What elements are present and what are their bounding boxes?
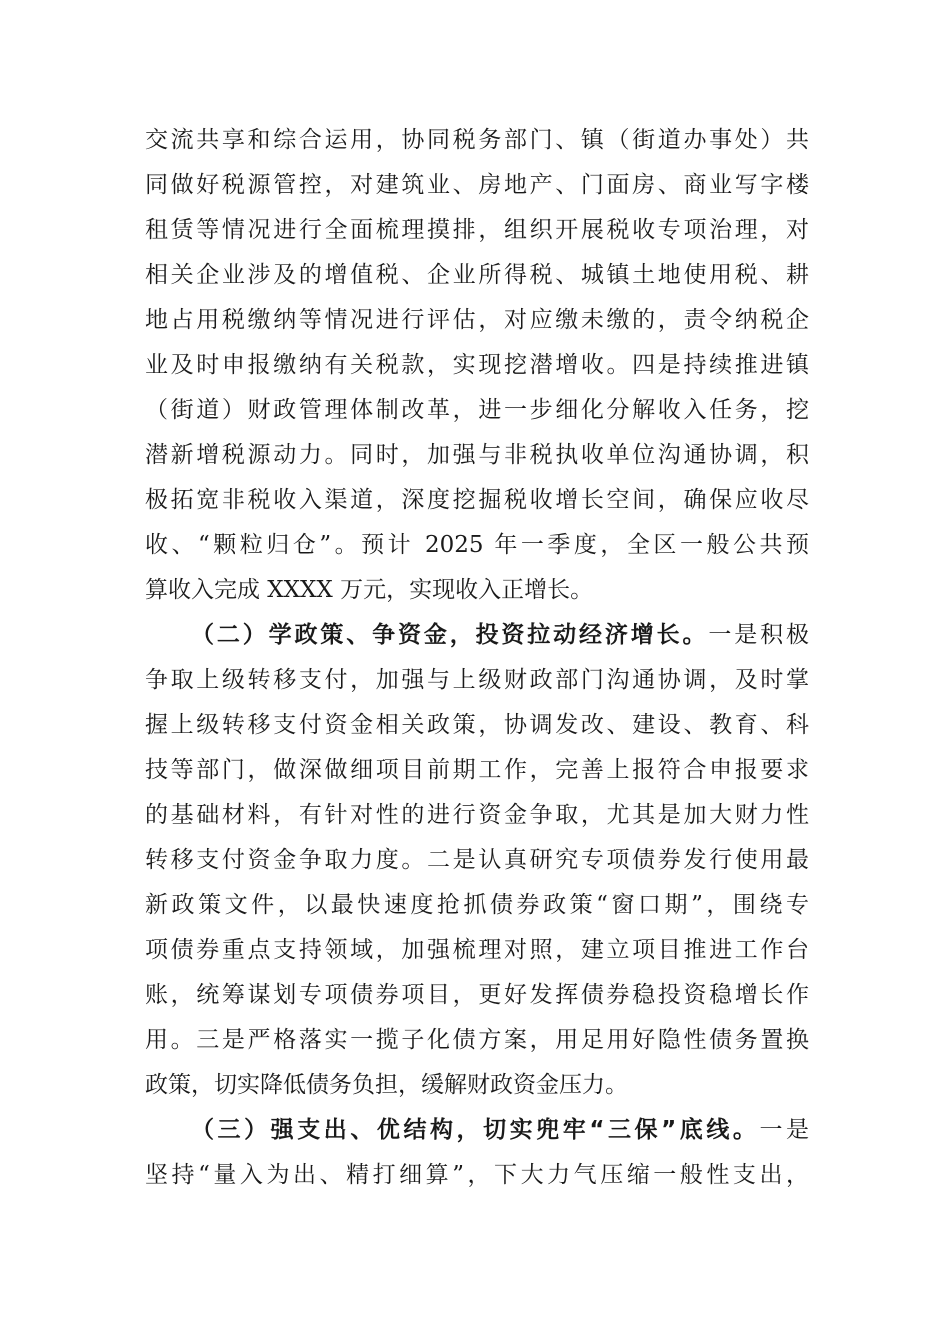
text-line: 地占用税缴纳等情况进行评估，对应缴未缴的，责令纳税企 bbox=[145, 307, 809, 333]
section-heading-line bbox=[145, 613, 809, 658]
paragraph-expenditure bbox=[145, 1108, 809, 1198]
text-line: 同做好税源管控，对建筑业、房地产、门面房、商业写字楼 bbox=[145, 172, 809, 198]
text-line: 转移支付资金争取力度。二是认真研究专项债券发行使用最 bbox=[145, 847, 809, 873]
text-line: 政策，切实降低债务负担，缓解财政资金压力。 bbox=[145, 1072, 628, 1098]
text-line: 租赁等情况进行全面梳理摸排，组织开展税收专项治理，对 bbox=[145, 217, 809, 243]
section-heading-line bbox=[145, 1108, 809, 1153]
text-line: 交流共享和综合运用，协同税务部门、镇（街道办事处）共 bbox=[145, 127, 809, 153]
text-line: 项债券重点支持领域，加强梳理对照，建立项目推进工作台 bbox=[145, 937, 809, 963]
document-body bbox=[145, 118, 809, 1198]
text-line: 极拓宽非税收入渠道，深度挖掘税收增长空间，确保应收尽 bbox=[145, 487, 809, 513]
paragraph-policy-funds bbox=[145, 613, 809, 1108]
text-line: 握上级转移支付资金相关政策，协调发改、建设、教育、科 bbox=[145, 712, 809, 738]
text-line: 相关企业涉及的增值税、企业所得税、城镇土地使用税、耕 bbox=[145, 262, 809, 288]
text-line: 算收入完成 XXXX 万元，实现收入正增长。 bbox=[145, 577, 594, 603]
text-line: 潜新增税源动力。同时，加强与非税执收单位沟通协调，积 bbox=[145, 442, 809, 468]
heading-line-rest: 一是 bbox=[759, 1117, 810, 1143]
text-line: 技等部门，做深做细项目前期工作，完善上报符合申报要求 bbox=[145, 757, 809, 783]
text-line: 的基础材料，有针对性的进行资金争取，尤其是加大财力性 bbox=[145, 802, 809, 828]
text-line: 收、“颗粒归仓”。预计 2025 年一季度，全区一般公共预 bbox=[145, 532, 809, 558]
text-line: 业及时申报缴纳有关税款，实现挖潜增收。四是持续推进镇 bbox=[145, 352, 809, 378]
section-heading: （三）强支出、优结构，切实兜牢“三保”底线。 bbox=[191, 1117, 760, 1143]
text-line: 争取上级转移支付，加强与上级财政部门沟通协调，及时掌 bbox=[145, 667, 809, 693]
text-line: 坚持“量入为出、精打细算”，下大力气压缩一般性支出， bbox=[145, 1162, 809, 1188]
section-heading: （二）学政策、争资金，投资拉动经济增长。 bbox=[191, 622, 709, 648]
text-line: 新政策文件，以最快速度抢抓债券政策“窗口期”，围绕专 bbox=[145, 892, 809, 918]
text-line: 用。三是严格落实一揽子化债方案，用足用好隐性债务置换 bbox=[145, 1027, 809, 1053]
text-line: （街道）财政管理体制改革，进一步细化分解收入任务，挖 bbox=[145, 397, 809, 423]
text-line: 账，统筹谋划专项债券项目，更好发挥债券稳投资稳增长作 bbox=[145, 982, 809, 1008]
heading-line-rest: 一是积极 bbox=[708, 622, 810, 648]
paragraph-revenue bbox=[145, 118, 809, 613]
